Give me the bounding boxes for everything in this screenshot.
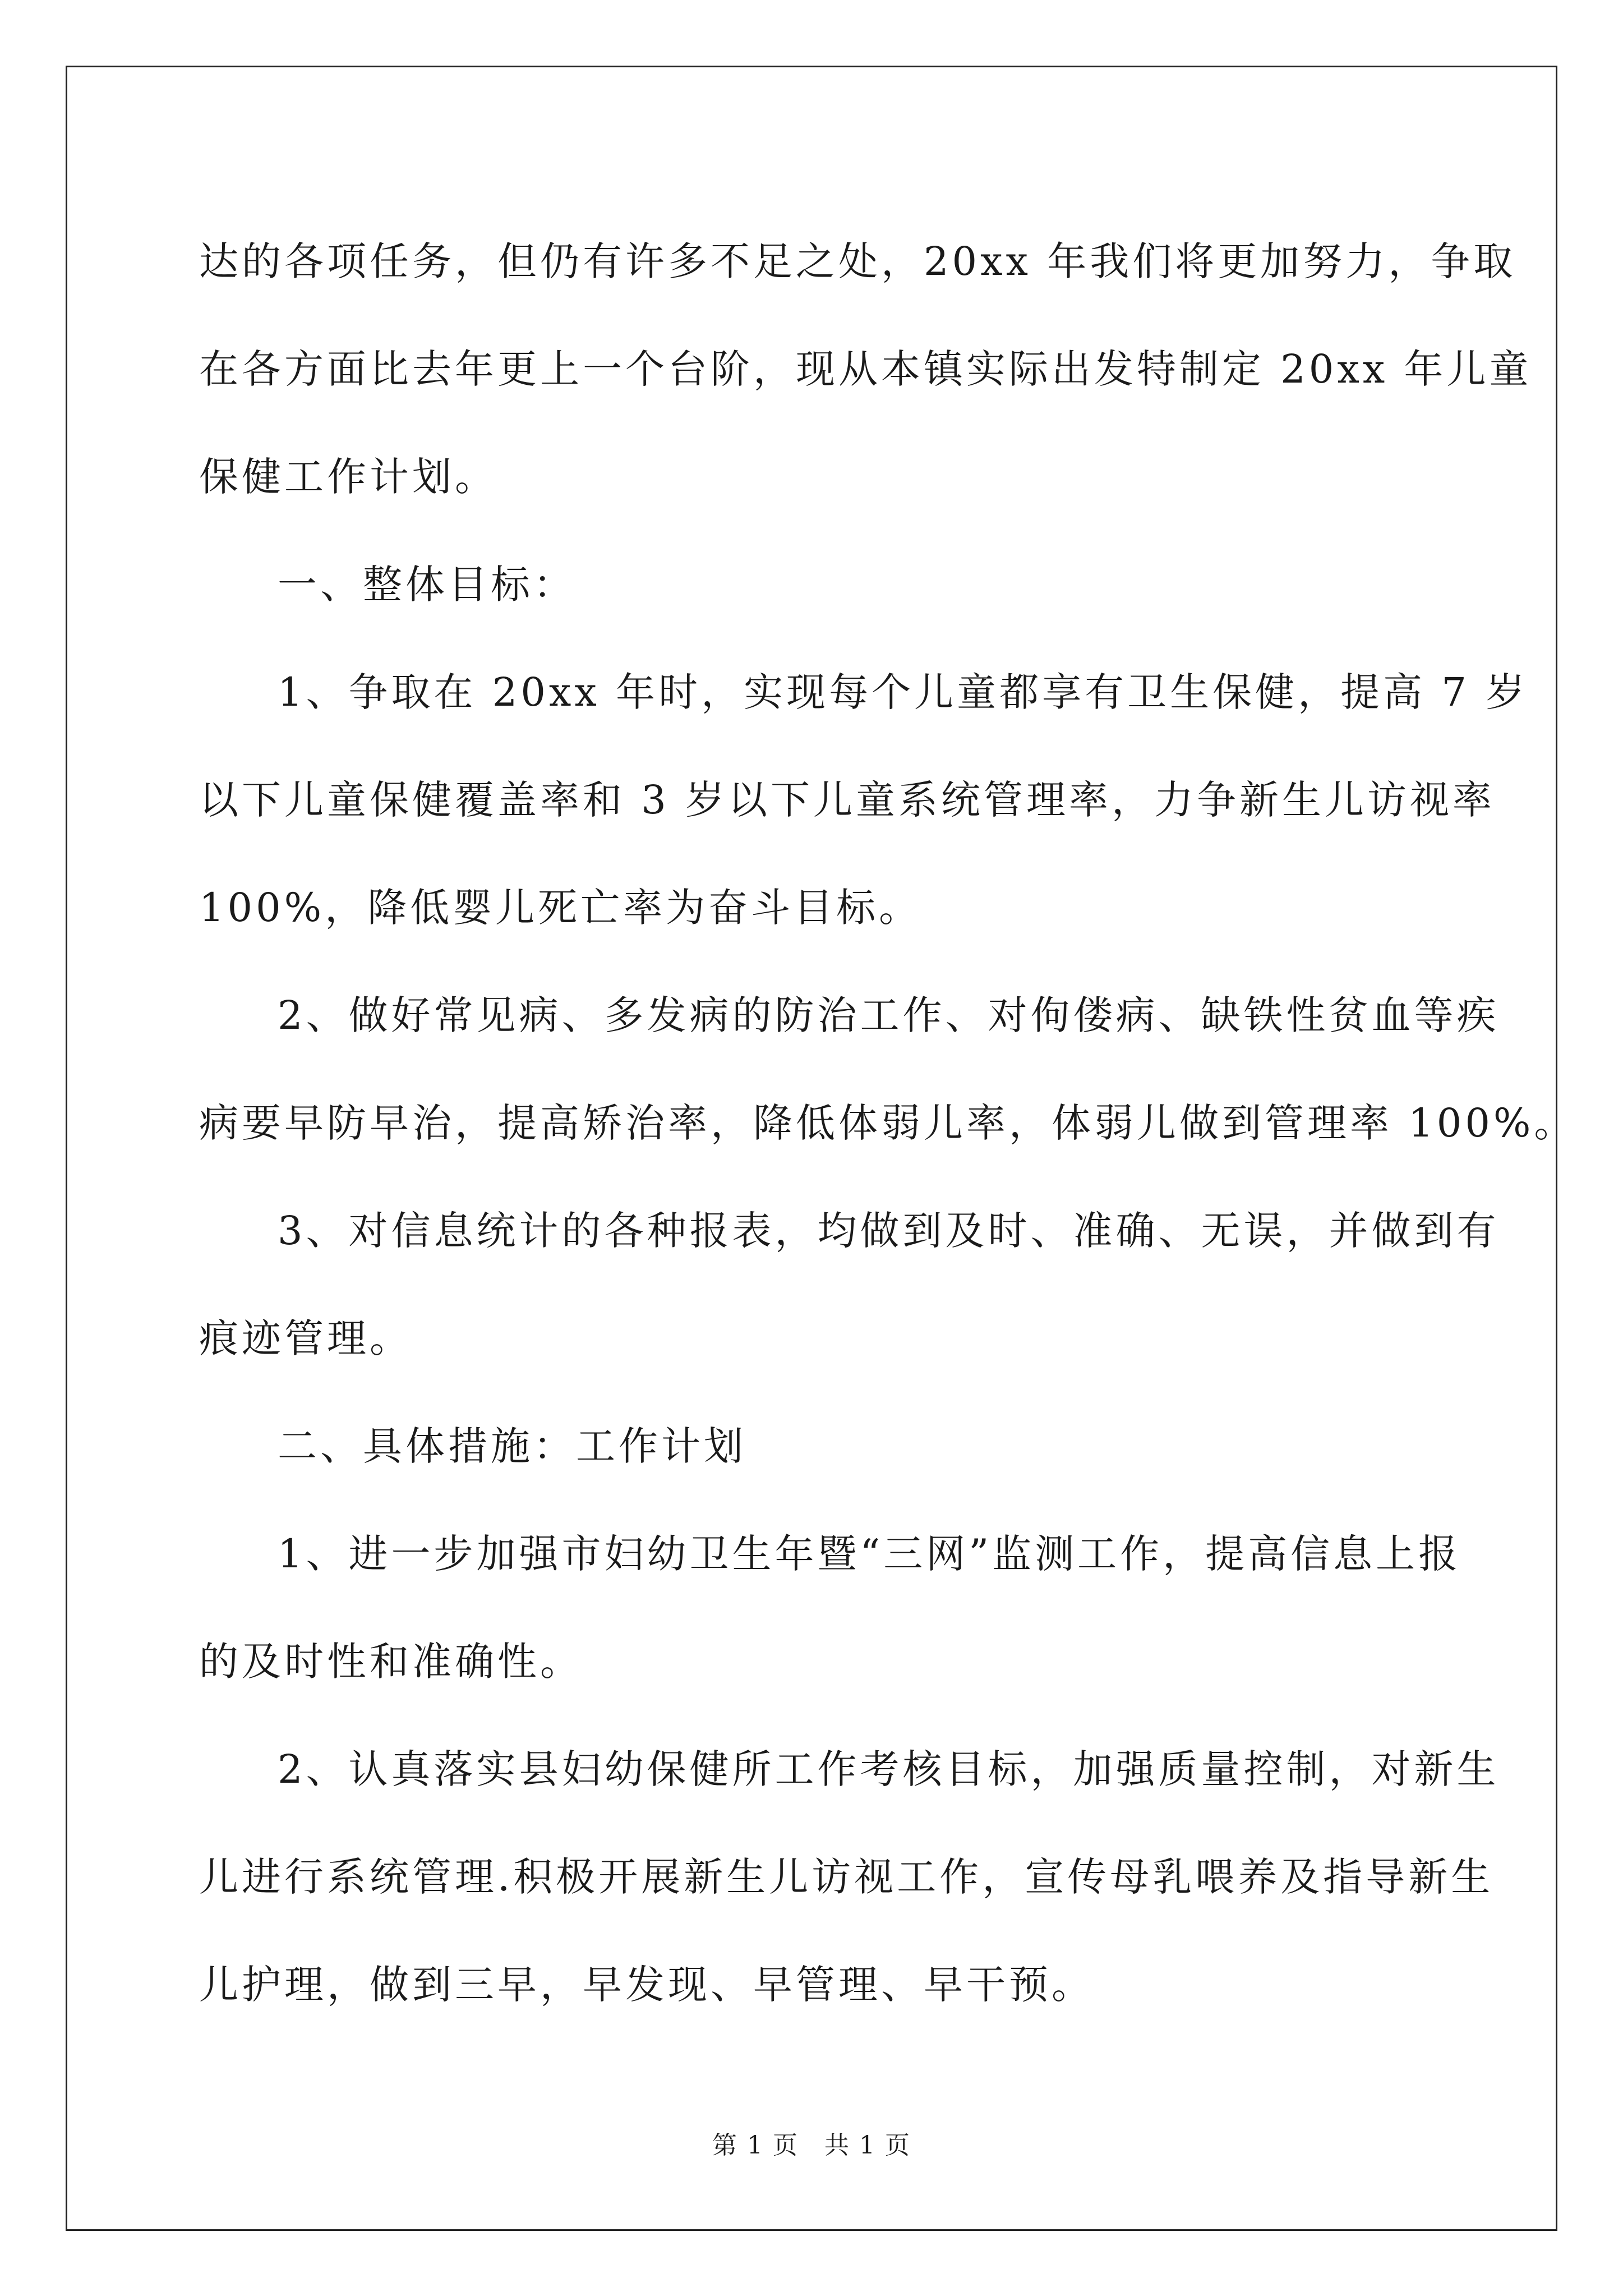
text-line: 二、具体措施：工作计划 [278,1423,746,1469]
text-line: 1、进一步加强市妇幼卫生年暨“三网”监测工作，提高信息上报 [278,1531,1461,1577]
text-line: 在各方面比去年更上一个台阶，现从本镇实际出发特制定 20xx 年儿童 [199,346,1532,392]
text-line: 痕迹管理。 [199,1315,412,1361]
text-line: 保健工作计划。 [199,454,497,500]
text-line: 以下儿童保健覆盖率和 3 岁以下儿童系统管理率，力争新生儿访视率 [199,777,1496,823]
text-line: 病要早防早治，提高矫治率，降低体弱儿率，体弱儿做到管理率 100%。 [199,1100,1577,1146]
document-body [199,208,1577,2039]
text-line: 一、整体目标： [278,562,576,608]
text-line: 3、对信息统计的各种报表，均做到及时、准确、无误，并做到有 [278,1208,1500,1254]
text-line: 达的各项任务，但仍有许多不足之处，20xx 年我们将更加努力，争取 [199,238,1516,284]
page-footer [0,2129,1623,2162]
text-line: 2、认真落实县妇幼保健所工作考核目标，加强质量控制，对新生 [278,1746,1500,1792]
text-line: 100%，降低婴儿死亡率为奋斗目标。 [199,885,922,931]
page-number-label: 第 1 页 共 1 页 [712,2131,911,2160]
text-line: 1、争取在 20xx 年时，实现每个儿童都享有卫生保健，提高 7 岁 [278,669,1529,715]
text-line: 2、做好常见病、多发病的防治工作、对佝偻病、缺铁性贫血等疾 [278,992,1500,1038]
text-line: 的及时性和准确性。 [199,1639,583,1685]
text-line: 儿护理，做到三早，早发现、早管理、早干预。 [199,1962,1094,2008]
text-line: 儿进行系统管理.积极开展新生儿访视工作，宣传母乳喂养及指导新生 [199,1854,1494,1900]
